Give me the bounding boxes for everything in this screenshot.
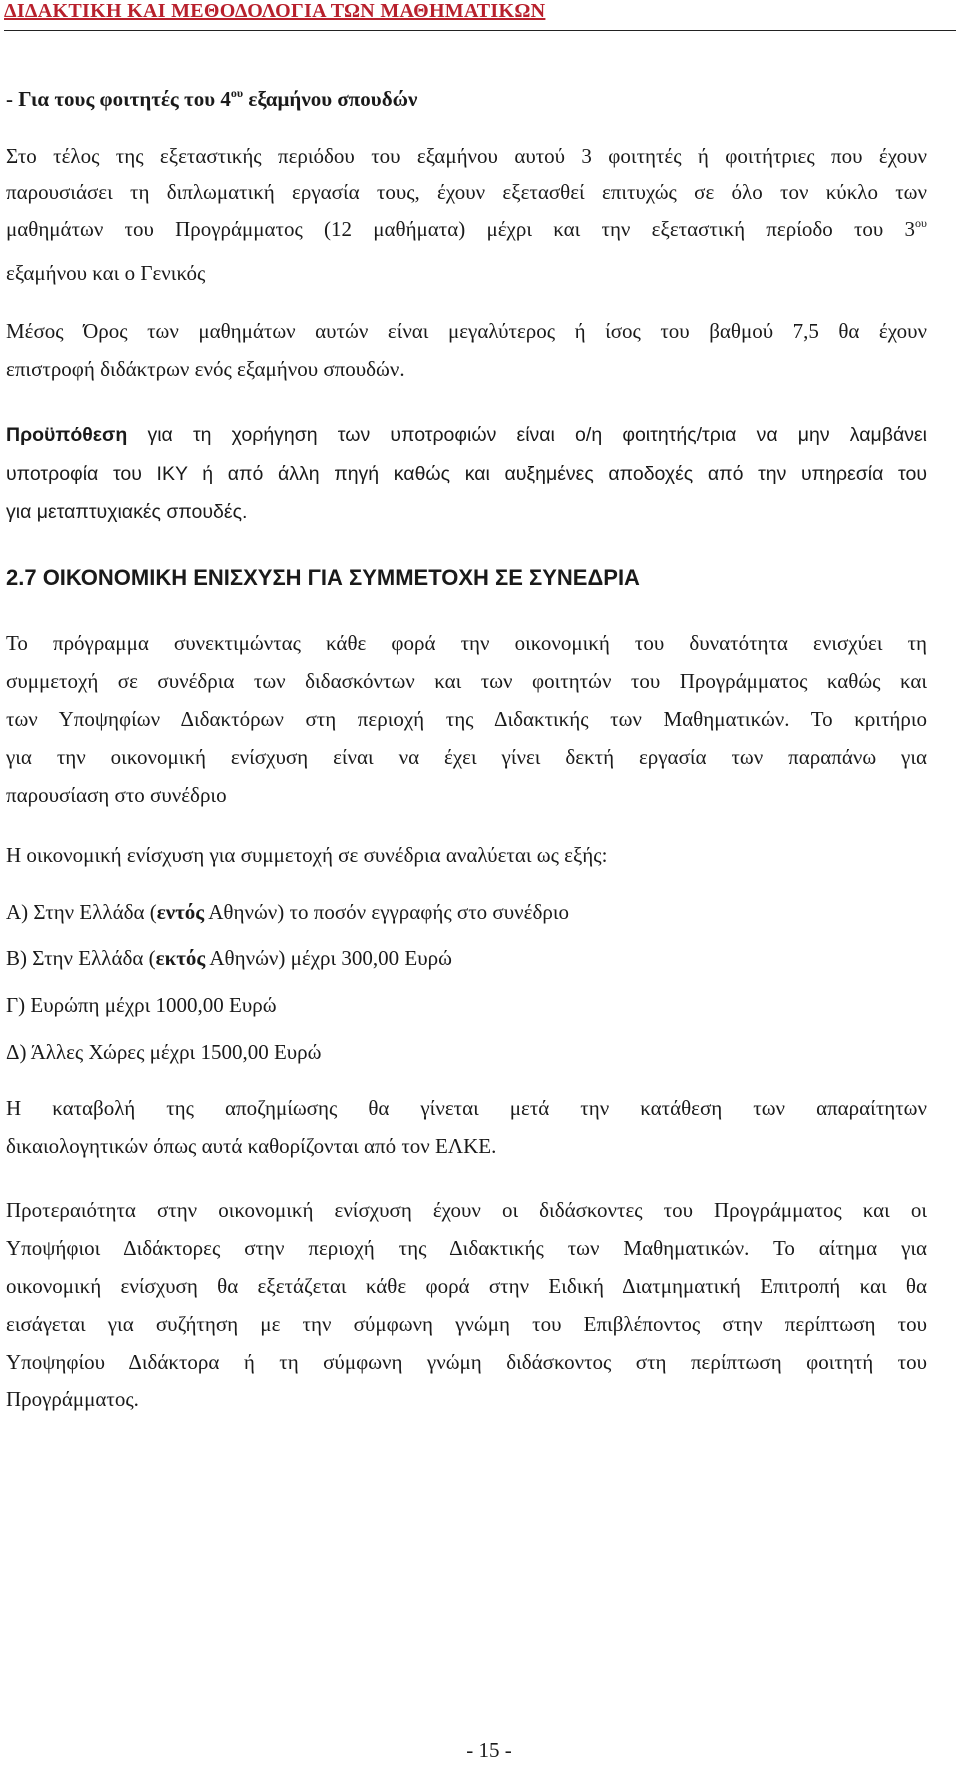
paragraph-line: εισάγεται για συζήτηση με την σύμφωνη γνώμη του Επιβλέποντος στην περίπτωση του <box>6 1312 927 1336</box>
item-text: Β) Στην Ελλάδα ( <box>6 946 156 970</box>
list-item-a <box>6 897 569 927</box>
paragraph-line: παρουσίαση στο συνέδριο <box>6 783 227 807</box>
paragraph-line: δικαιολογητικών όπως αυτά καθορίζονται από τον ΕΛΚΕ. <box>6 1134 497 1158</box>
paragraph-line <box>6 420 927 450</box>
item-text-end: Αθηνών) μέχρι 300,00 Ευρώ <box>205 946 452 970</box>
paragraph-line: υποτροφία του ΙΚΥ ή από άλλη πηγή καθώς και αυξημένες αποδοχές από την υπηρεσία του <box>6 463 927 485</box>
paragraph-line: Μέσος Όρος των μαθημάτων αυτών είναι μεγαλύτερος ή ίσος του βαθμού 7,5 θα έχουν <box>6 319 927 343</box>
heading-superscript: ου <box>230 86 244 100</box>
section-heading-2-7: 2.7 ΟΙΚΟΝΟΜΙΚΗ ΕΝΙΣΧΥΣΗ ΓΙΑ ΣΥΜΜΕΤΟΧΗ ΣΕ ΣΥΝΕΔΡΙΑ <box>6 565 640 590</box>
paragraph-line: επιστροφή διδάκτρων ενός εξαμήνου σπουδών. <box>6 357 405 381</box>
header-title: ΔΙΔΑΚΤΙΚΗ ΚΑΙ ΜΕΘΟΔΟΛΟΓΙΑ ΤΩΝ ΜΑΘΗΜΑΤΙΚΩΝ <box>4 0 546 22</box>
bold-term: Προϋπόθεση <box>6 424 128 446</box>
subsection-heading-4th-semester <box>6 84 417 114</box>
line-text: για τη χορήγηση των υποτροφιών είναι ο/η φοιτητής/τρια να μην λαμβάνει <box>127 424 927 446</box>
page-number: - 15 - <box>466 1738 512 1762</box>
item-text: Α) Στην Ελλάδα ( <box>6 900 157 924</box>
list-item-b <box>6 943 452 973</box>
paragraph-line: Το πρόγραμμα συνεκτιμώντας κάθε φορά την οικονομική του δυνατότητα ενισχύει τη <box>6 631 927 655</box>
paragraph-line: Υποψηφίου Διδάκτορα ή τη σύμφωνη γνώμη διδάσκοντος στη περίπτωση φοιτητή του <box>6 1350 927 1374</box>
paragraph-line: Προτεραιότητα στην οικονομική ενίσχυση έχουν οι διδάσκοντες του Προγράμματος και οι <box>6 1198 927 1222</box>
paragraph-line: Στο τέλος της εξεταστικής περιόδου του εξαμήνου αυτού 3 φοιτητές ή φοιτήτριες που έχουν <box>6 144 927 168</box>
paragraph-line: εξαμήνου και ο Γενικός <box>6 261 206 285</box>
paragraph-line: συμμετοχή σε συνέδρια των διδασκόντων και των φοιτητών του Προγράμματος καθώς και <box>6 669 927 693</box>
heading-text: - Για τους φοιτητές του 4 <box>6 87 231 111</box>
item-bold: εκτός <box>155 946 206 970</box>
list-item-c: Γ) Ευρώπη μέχρι 1000,00 Ευρώ <box>6 993 277 1017</box>
list-intro: Η οικονομική ενίσχυση για συμμετοχή σε συνέδρια αναλύεται ως εξής: <box>6 843 608 867</box>
paragraph-line: για την οικονομική ενίσχυση είναι να έχει γίνει δεκτή εργασία των παραπάνω για <box>6 745 927 769</box>
paragraph-line <box>6 214 927 244</box>
line-text: μαθημάτων του Προγράμματος (12 μαθήματα) μέχρι και την εξεταστική περίοδο του 3 <box>6 217 916 241</box>
line-superscript: ου <box>915 216 927 230</box>
paragraph-line: Η καταβολή της αποζημίωσης θα γίνεται μετά την κατάθεση των απαραίτητων <box>6 1096 927 1120</box>
paragraph-line: παρουσιάσει τη διπλωματική εργασία τους, έχουν εξετασθεί επιτυχώς σε όλο τον κύκλο των <box>6 180 927 204</box>
item-bold: εντός <box>156 900 205 924</box>
paragraph-line: των Υποψηφίων Διδακτόρων στη περιοχή της Διδακτικής των Μαθηματικών. Το κριτήριο <box>6 707 927 731</box>
running-header <box>4 0 956 31</box>
list-item-d: Δ) Άλλες Χώρες μέχρι 1500,00 Ευρώ <box>6 1040 322 1064</box>
item-text-end: Αθηνών) το ποσόν εγγραφής στο συνέδριο <box>204 900 569 924</box>
paragraph-line: για μεταπτυχιακές σπουδές. <box>6 501 248 523</box>
paragraph-line: Προγράμματος. <box>6 1387 139 1411</box>
paragraph-line: οικονομική ενίσχυση θα εξετάζεται κάθε φορά στην Ειδική Διατμηματική Επιτροπή και θα <box>6 1274 927 1298</box>
paragraph-line: Υποψήφιοι Διδάκτορες στην περιοχή της Διδακτικής των Μαθηματικών. Το αίτημα για <box>6 1236 927 1260</box>
heading-text-end: εξαμήνου σπουδών <box>243 87 418 111</box>
